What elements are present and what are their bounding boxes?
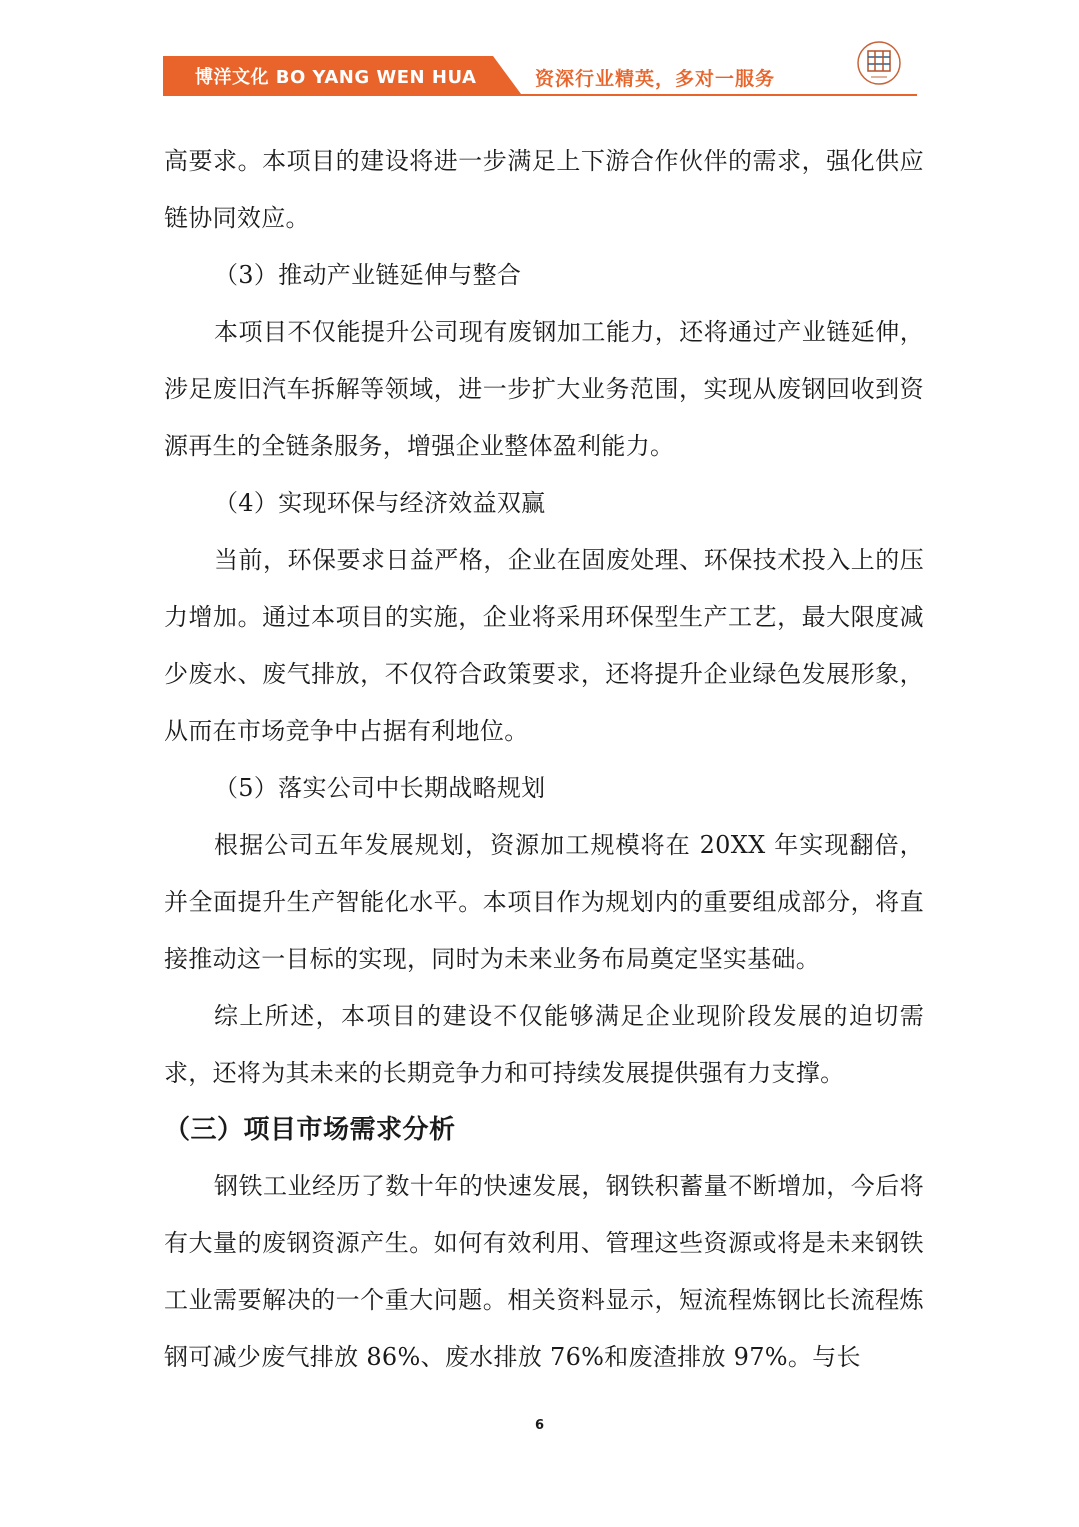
page-header — [163, 56, 919, 96]
subheading-4: （4）实现环保与经济效益双赢 — [214, 489, 546, 517]
subheading-3: （3）推动产业链延伸与整合 — [214, 261, 522, 289]
boyang-logo-icon — [856, 40, 902, 86]
subheading-5: （5）落实公司中长期战略规划 — [214, 774, 546, 802]
paragraph-5: 综上所述，本项目的建设不仅能够满足企业现阶段发展的迫切需求，还将为其未来的长期竞争力和可持续发展提供强有力支撑。 — [164, 1002, 924, 1087]
header-slogan: 资深行业精英，多对一服务 — [535, 68, 776, 90]
paragraph-1: 高要求。本项目的建设将进一步满足上下游合作伙伴的需求，强化供应链协同效应。 — [164, 147, 924, 232]
page-number: 6 — [534, 1418, 545, 1433]
header-brand: 博洋文化 BO YANG WEN HUA — [195, 67, 477, 88]
paragraph-6: 钢铁工业经历了数十年的快速发展，钢铁积蓄量不断增加，今后将有大量的废钢资源产生。如何有效利用、管理这些资源或将是未来钢铁工业需要解决的一个重大问题。相关资料显示，短流程炼钢比长流程炼钢可减少废气排放 86%、废水排放 76%和废渣排放 97%。与长 — [164, 1172, 924, 1371]
section-title: （三）项目市场需求分析 — [164, 1115, 456, 1145]
paragraph-2: 本项目不仅能提升公司现有废钢加工能力，还将通过产业链延伸，涉足废旧汽车拆解等领域，进一步扩大业务范围，实现从废钢回收到资源再生的全链条服务，增强企业整体盈利能力。 — [164, 318, 924, 460]
document-body — [164, 133, 924, 1386]
paragraph-4: 根据公司五年发展规划，资源加工规模将在 20XX 年实现翻倍，并全面提升生产智能化水平。本项目作为规划内的重要组成部分，将直接推动这一目标的实现，同时为未来业务布局奠定坚实基础。 — [164, 831, 924, 973]
paragraph-3: 当前，环保要求日益严格，企业在固废处理、环保技术投入上的压力增加。通过本项目的实施，企业将采用环保型生产工艺，最大限度减少废水、废气排放，不仅符合政策要求，还将提升企业绿色发展形象，从而在市场竞争中占据有利地位。 — [164, 546, 924, 745]
header-divider — [163, 94, 917, 96]
